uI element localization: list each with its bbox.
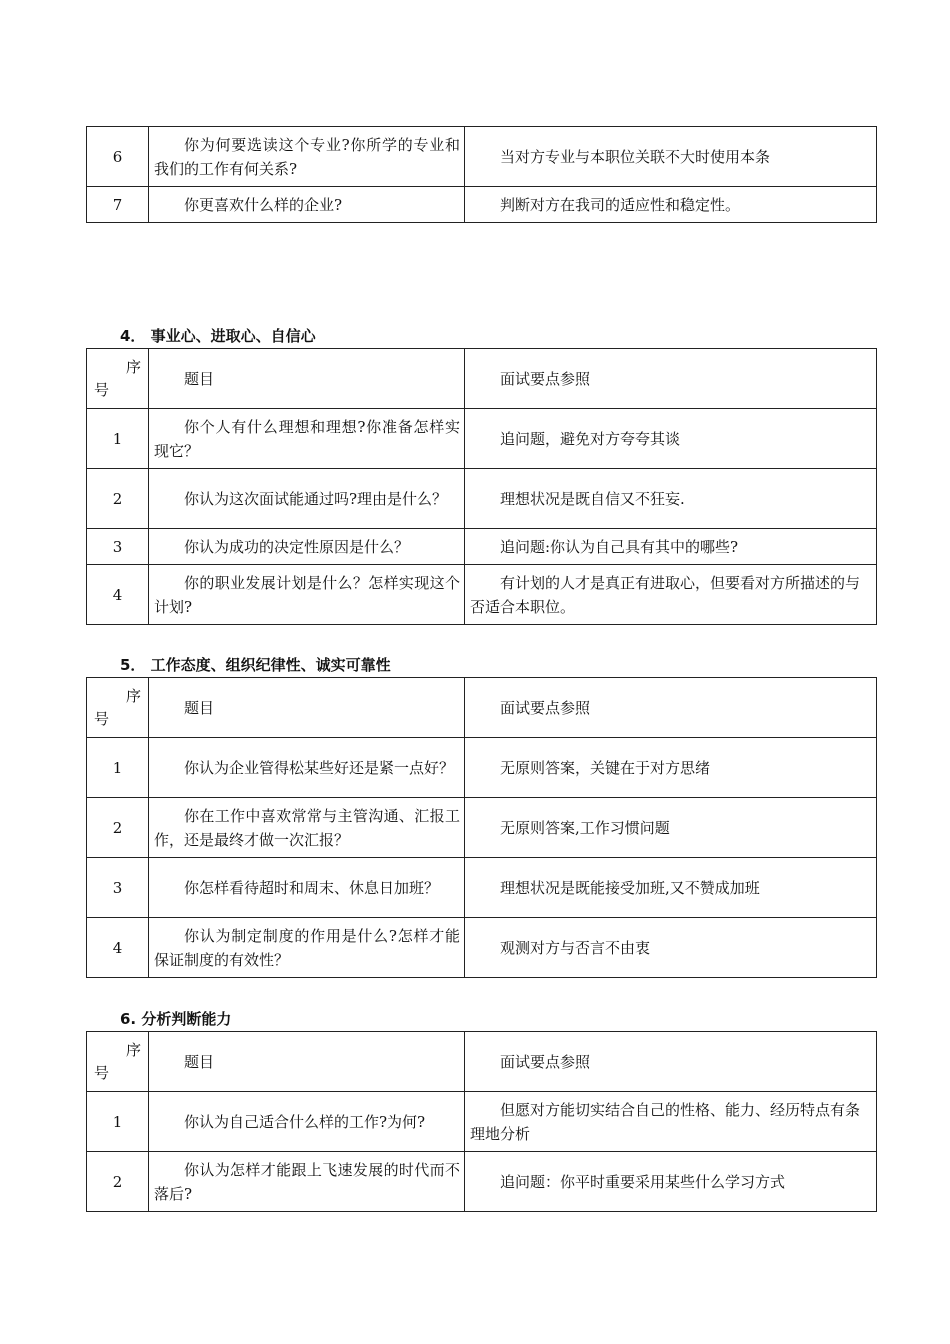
header-answer: 面试要点参照 bbox=[465, 1032, 877, 1092]
answer-cell: 有计划的人才是真正有进取心，但要看对方所描述的与否适合本职位。 bbox=[465, 565, 877, 625]
answer-cell: 追问题：你平时重要采用某些什么学习方式 bbox=[465, 1152, 877, 1212]
section-5-table bbox=[86, 677, 877, 978]
table-header-row bbox=[87, 1032, 877, 1092]
header-number bbox=[87, 1032, 149, 1092]
table-row bbox=[87, 858, 877, 918]
header-number-bottom: 号 bbox=[94, 1064, 110, 1082]
answer-cell: 追问题，避免对方夸夸其谈 bbox=[465, 409, 877, 469]
table-row bbox=[87, 798, 877, 858]
row-number: 1 bbox=[87, 409, 149, 469]
table-header-row bbox=[87, 349, 877, 409]
answer-cell: 追问题:你认为自己具有其中的哪些? bbox=[465, 529, 877, 565]
header-answer: 面试要点参照 bbox=[465, 349, 877, 409]
question-cell: 你在工作中喜欢常常与主管沟通、汇报工作，还是最终才做一次汇报？ bbox=[149, 798, 465, 858]
answer-cell: 但愿对方能切实结合自己的性格、能力、经历特点有条理地分析 bbox=[465, 1092, 877, 1152]
table-row bbox=[87, 565, 877, 625]
table-row bbox=[87, 1152, 877, 1212]
table-row bbox=[87, 1092, 877, 1152]
table-row bbox=[87, 738, 877, 798]
section-4-heading: 4． 事业心、进取心、自信心 bbox=[120, 327, 316, 345]
question-cell: 你更喜欢什么样的企业? bbox=[149, 187, 465, 223]
section-4-table bbox=[86, 348, 877, 625]
table-row bbox=[87, 409, 877, 469]
section-6-heading: 6. 分析判断能力 bbox=[120, 1010, 232, 1028]
header-number-top: 序 bbox=[125, 1041, 141, 1059]
answer-cell: 理想状况是既能接受加班,又不赞成加班 bbox=[465, 858, 877, 918]
row-number: 4 bbox=[87, 918, 149, 978]
table-row bbox=[87, 187, 877, 223]
table-row bbox=[87, 529, 877, 565]
row-number: 6 bbox=[87, 127, 149, 187]
question-cell: 你为何要选读这个专业?你所学的专业和我们的工作有何关系? bbox=[149, 127, 465, 187]
row-number: 3 bbox=[87, 529, 149, 565]
header-number-top: 序 bbox=[125, 358, 141, 376]
answer-cell: 观测对方与否言不由衷 bbox=[465, 918, 877, 978]
row-number: 1 bbox=[87, 1092, 149, 1152]
header-number-bottom: 号 bbox=[94, 710, 110, 728]
header-question: 题目 bbox=[149, 1032, 465, 1092]
header-number-bottom: 号 bbox=[94, 381, 110, 399]
row-number: 3 bbox=[87, 858, 149, 918]
question-cell: 你认为怎样才能跟上飞速发展的时代而不落后? bbox=[149, 1152, 465, 1212]
question-cell: 你的职业发展计划是什么？怎样实现这个计划? bbox=[149, 565, 465, 625]
header-answer: 面试要点参照 bbox=[465, 678, 877, 738]
row-number: 1 bbox=[87, 738, 149, 798]
row-number: 2 bbox=[87, 798, 149, 858]
row-number: 4 bbox=[87, 565, 149, 625]
question-cell: 你认为企业管得松某些好还是紧一点好？ bbox=[149, 738, 465, 798]
header-question: 题目 bbox=[149, 349, 465, 409]
header-number bbox=[87, 678, 149, 738]
row-number: 2 bbox=[87, 1152, 149, 1212]
answer-cell: 理想状况是既自信又不狂妄. bbox=[465, 469, 877, 529]
row-number: 2 bbox=[87, 469, 149, 529]
row-number: 7 bbox=[87, 187, 149, 223]
question-cell: 你认为自己适合什么样的工作?为何? bbox=[149, 1092, 465, 1152]
table-header-row bbox=[87, 678, 877, 738]
table-row bbox=[87, 127, 877, 187]
answer-cell: 当对方专业与本职位关联不大时使用本条 bbox=[465, 127, 877, 187]
header-question: 题目 bbox=[149, 678, 465, 738]
question-cell: 你认为制定制度的作用是什么?怎样才能保证制度的有效性？ bbox=[149, 918, 465, 978]
answer-cell: 无原则答案，关键在于对方思绪 bbox=[465, 738, 877, 798]
table-row bbox=[87, 469, 877, 529]
header-number bbox=[87, 349, 149, 409]
question-cell: 你认为这次面试能通过吗?理由是什么？ bbox=[149, 469, 465, 529]
question-cell: 你认为成功的决定性原因是什么？ bbox=[149, 529, 465, 565]
answer-cell: 判断对方在我司的适应性和稳定性。 bbox=[465, 187, 877, 223]
table-continued bbox=[86, 126, 877, 223]
section-6-table bbox=[86, 1031, 877, 1212]
question-cell: 你个人有什么理想和理想?你准备怎样实现它？ bbox=[149, 409, 465, 469]
header-number-top: 序 bbox=[125, 687, 141, 705]
answer-cell: 无原则答案,工作习惯问题 bbox=[465, 798, 877, 858]
section-5-heading: 5． 工作态度、组织纪律性、诚实可靠性 bbox=[120, 656, 391, 674]
question-cell: 你怎样看待超时和周末、休息日加班？ bbox=[149, 858, 465, 918]
table-row bbox=[87, 918, 877, 978]
